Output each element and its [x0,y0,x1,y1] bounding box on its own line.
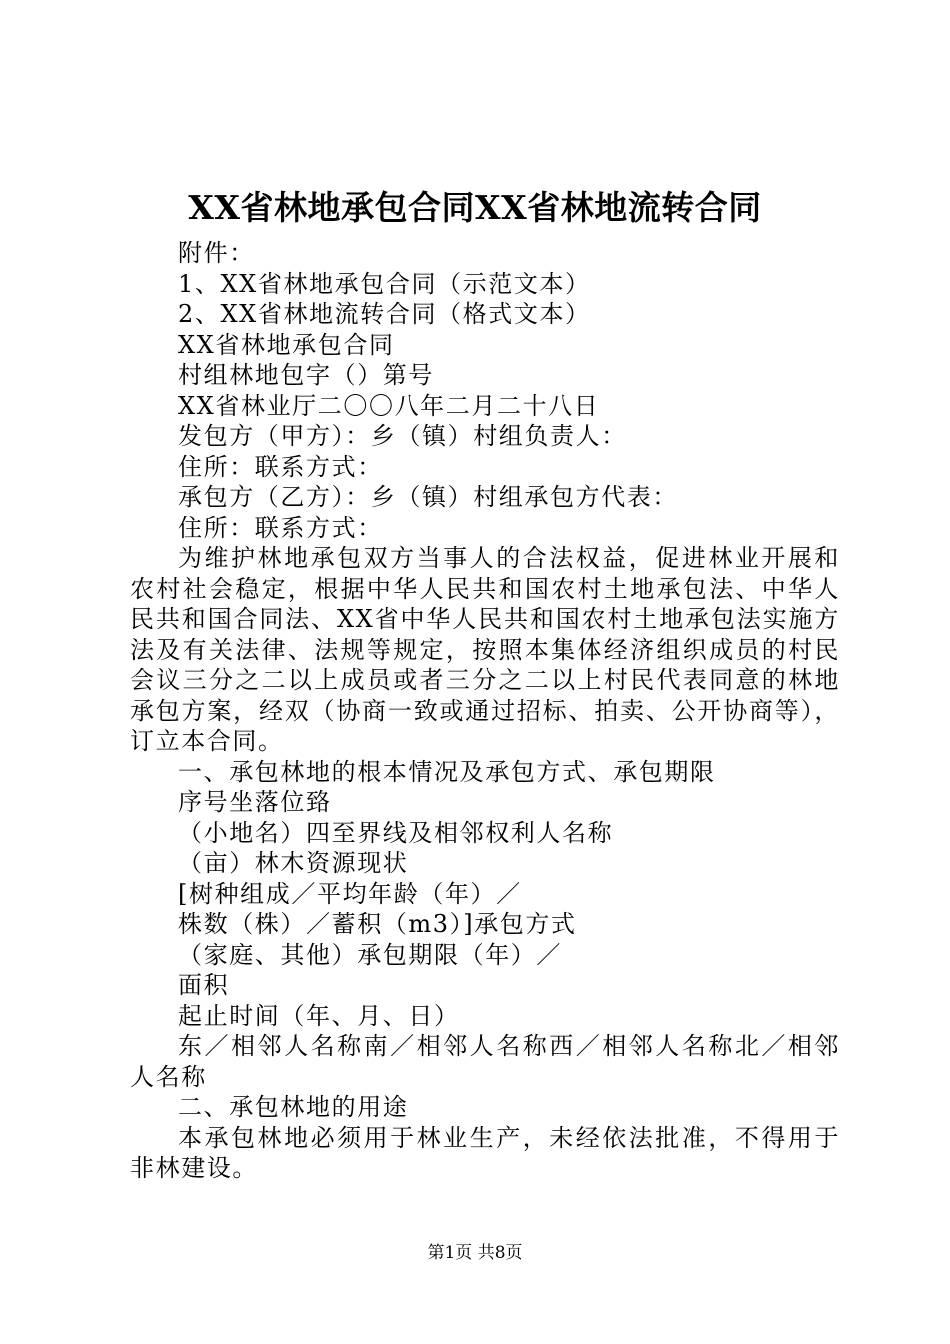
paragraph-table-field-2: （小地名）四至界线及相邻权利人名称 [178,818,614,847]
page-total-label: 共8页 [477,1243,523,1263]
paragraph-contract-number: 村组林地包字（）第号 [178,361,434,389]
paragraph-party-a-address: 住所：联系方式： [178,452,383,481]
paragraph-table-field-5: 株数（株）／蓄积（m3）]承包方式 [178,910,577,938]
paragraph-attachment-1: 1、XX省林地承包合同（示范文本） [178,269,591,298]
document-title: XX省林地承包合同XX省林地流转合同 [188,188,762,227]
paragraph-table-field-4: [树种组成／平均年龄（年）／ [178,879,522,908]
paragraph-attachment-2: 2、XX省林地流转合同（格式文本） [178,300,591,328]
paragraph-contract-name: XX省林地承包合同 [178,330,395,359]
paragraph-section-2-heading: 二、承包林地的用途 [178,1093,409,1121]
page-number-label: 第1页 [427,1243,473,1263]
paragraph-issuer-date: XX省林业厅二〇〇八年二月二十八日 [178,391,600,420]
paragraph-preamble: 为维护林地承包双方当事人的合法权益，促进林业开展和农村社会稳定，根据中华人民共和国农村土地承包法、中华人民共和国合同法、XX省中华人民共和国农村土地承包法实施方法及有关法律、法规等规定，按照本集体经济组织成员的村民会议三分之二以上成员或者三分之二以上村民代表同意的林地承包方案，经双（协商一致或通过招标、拍卖、公开协商等），订立本合同。 [130,544,840,755]
paragraph-party-b-address: 住所：联系方式： [178,513,383,542]
page-footer [0,1242,950,1264]
paragraph-party-b: 承包方（乙方）：乡（镇）村组承包方代表： [178,483,678,511]
paragraph-party-a: 发包方（甲方）：乡（镇）村组负责人： [178,422,627,450]
paragraph-attachment-heading: 附件： [178,239,255,267]
paragraph-section-1-heading: 一、承包林地的根本情况及承包方式、承包期限 [178,757,716,786]
paragraph-table-field-1: 序号坐落位臵 [178,788,332,816]
paragraph-table-field-9: 东／相邻人名称南／相邻人名称西／相邻人名称北／相邻人名称 [130,1032,840,1091]
paragraph-table-field-3: （亩）林木资源现状 [178,849,409,877]
document-body [130,238,840,1184]
paragraph-table-field-7: 面积 [178,971,230,999]
paragraph-section-2-body: 本承包林地必须用于林业生产，未经依法批准，不得用于非林建设。 [130,1123,840,1182]
paragraph-table-field-6: （家庭、其他）承包期限（年）／ [178,940,562,969]
paragraph-table-field-8: 起止时间（年、月、日） [178,1001,460,1030]
